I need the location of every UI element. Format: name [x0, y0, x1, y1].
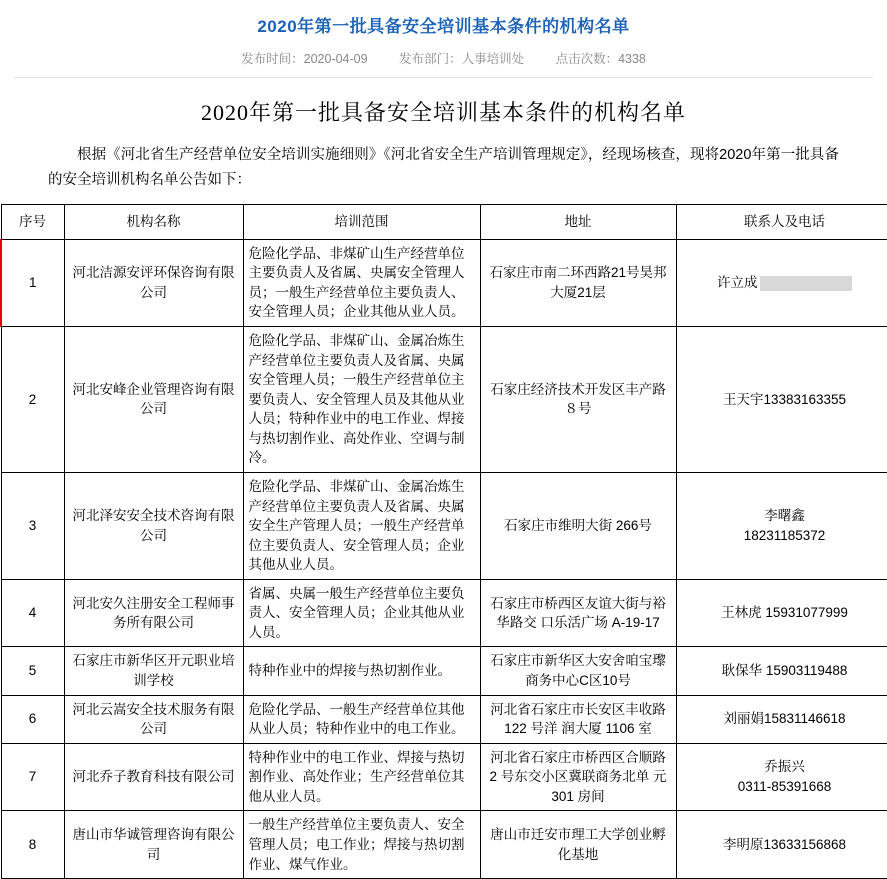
table-row	[1, 743, 887, 811]
intro-paragraph: 根据《河北省生产经营单位安全培训实施细则》《河北省安全生产培训管理规定》，经现场核查，现将2020年第一批具备的安全培训机构名单公告如下：	[48, 147, 839, 189]
cell-contact	[676, 811, 887, 879]
column-header-scope: 培训范围	[243, 204, 480, 239]
cell-no: 6	[1, 695, 64, 743]
cell-training-scope: 危险化学品、非煤矿山、金属冶炼生产经营单位主要负责人及省属、央属安全管理人员；一般生产经营单位主要负责人、安全管理人员及其他从业人员；特种作业中的电工作业、焊接与热切割作业、高处作业、空调与制冷。	[243, 327, 480, 473]
column-header-contact: 联系人及电话	[676, 204, 887, 239]
cell-no: 3	[1, 472, 64, 579]
cell-training-scope: 特种作业中的电工作业、焊接与热切割作业、高处作业；生产经营单位其他从业人员。	[243, 743, 480, 811]
contact-phone: 0311-85391668	[737, 779, 832, 795]
cell-org-name: 唐山市华诚管理咨询有限公司	[64, 811, 243, 879]
cell-address: 石家庄市新华区大安舍咱宝瓈商务中心C区10号	[480, 647, 676, 695]
cell-address: 石家庄经济技术开发区丰产路８号	[480, 327, 676, 473]
cell-contact	[676, 472, 887, 579]
cell-contact	[676, 327, 887, 473]
column-header-no: 序号	[1, 204, 64, 239]
table-row	[1, 695, 887, 743]
cell-no: 1	[1, 239, 64, 326]
table-row	[1, 811, 887, 879]
redaction-mask	[760, 276, 852, 291]
contact-name: 王天宇13383163355	[722, 391, 847, 407]
cell-no: 8	[1, 811, 64, 879]
contact-name: 李曙鑫	[764, 508, 805, 524]
meta-bar	[0, 37, 887, 77]
cell-address: 石家庄市南二环西路21号昊邦大厦21层	[480, 239, 676, 326]
cell-org-name: 河北安久注册安全工程师事务所有限公司	[64, 579, 243, 647]
contact-name: 王林虎 15931077999	[721, 605, 848, 621]
cell-contact	[676, 239, 887, 326]
column-header-name: 机构名称	[64, 204, 243, 239]
cell-training-scope: 危险化学品、一般生产经营单位其他从业人员；特种作业中的电工作业。	[243, 695, 480, 743]
view-count: 点击次数：4338	[555, 52, 646, 66]
table-row	[1, 239, 887, 326]
cell-org-name: 河北安峰企业管理咨询有限公司	[64, 327, 243, 473]
cell-contact	[676, 743, 887, 811]
table-row	[1, 472, 887, 579]
cell-no: 7	[1, 743, 64, 811]
page-title: 2020年第一批具备安全培训基本条件的机构名单	[257, 17, 630, 36]
organization-table	[0, 204, 887, 879]
publish-department: 发布部门：人事培训处	[399, 52, 525, 66]
contact-name: 李明原13633156868	[722, 836, 847, 852]
cell-training-scope: 特种作业中的焊接与热切割作业。	[243, 647, 480, 695]
contact-phone: 18231185372	[743, 527, 826, 543]
cell-org-name: 石家庄市新华区开元职业培训学校	[64, 647, 243, 695]
cell-training-scope: 一般生产经营单位主要负责人、安全管理人员；电工作业；焊接与热切割作业、煤气作业。	[243, 811, 480, 879]
cell-training-scope: 省属、央属一般生产经营单位主要负责人、安全管理人员；企业其他从业人员。	[243, 579, 480, 647]
document-heading: 2020年第一批具备安全培训基本条件的机构名单	[200, 100, 686, 125]
contact-name: 许立成	[717, 275, 758, 291]
cell-org-name: 河北泽安安全技术咨询有限公司	[64, 472, 243, 579]
cell-no: 5	[1, 647, 64, 695]
cell-address: 唐山市迁安市理工大学创业孵化基地	[480, 811, 676, 879]
cell-training-scope: 危险化学品、非煤矿山生产经营单位主要负责人及省属、央属安全管理人员；一般生产经营单位主要负责人、安全管理人员；企业其他从业人员。	[243, 239, 480, 326]
table-header-row	[1, 204, 887, 239]
contact-name: 耿保华 15903119488	[721, 663, 848, 679]
cell-address: 河北省石家庄市桥西区合顺路 2 号东交小区冀联商务北单 元 301 房间	[480, 743, 676, 811]
cell-no: 4	[1, 579, 64, 647]
table-row	[1, 579, 887, 647]
cell-org-name: 河北洁源安评环保咨询有限公司	[64, 239, 243, 326]
cell-org-name: 河北乔子教育科技有限公司	[64, 743, 243, 811]
cell-contact	[676, 695, 887, 743]
table-body	[1, 239, 887, 878]
cell-training-scope: 危险化学品、非煤矿山、金属冶炼生产经营单位主要负责人及省属、央属安全生产管理人员；一般生产经营单位主要负责人、安全管理人员；企业其他从业人员。	[243, 472, 480, 579]
cell-contact	[676, 579, 887, 647]
contact-name: 乔振兴	[764, 759, 805, 775]
contact-name: 刘丽娟15831146618	[723, 711, 846, 727]
publish-time: 发布时间：2020-04-09	[241, 52, 368, 66]
cell-org-name: 河北云嵩安全技术服务有限公司	[64, 695, 243, 743]
cell-address: 河北省石家庄市长安区丰收路 122 号洋 润大厦 1106 室	[480, 695, 676, 743]
table-row	[1, 647, 887, 695]
cell-no: 2	[1, 327, 64, 473]
cell-contact	[676, 647, 887, 695]
table-row	[1, 327, 887, 473]
cell-address: 石家庄市桥西区友谊大街与裕华路交 口乐活广场 A-19-17	[480, 579, 676, 647]
cell-address: 石家庄市维明大街 266号	[480, 472, 676, 579]
column-header-address: 地址	[480, 204, 676, 239]
